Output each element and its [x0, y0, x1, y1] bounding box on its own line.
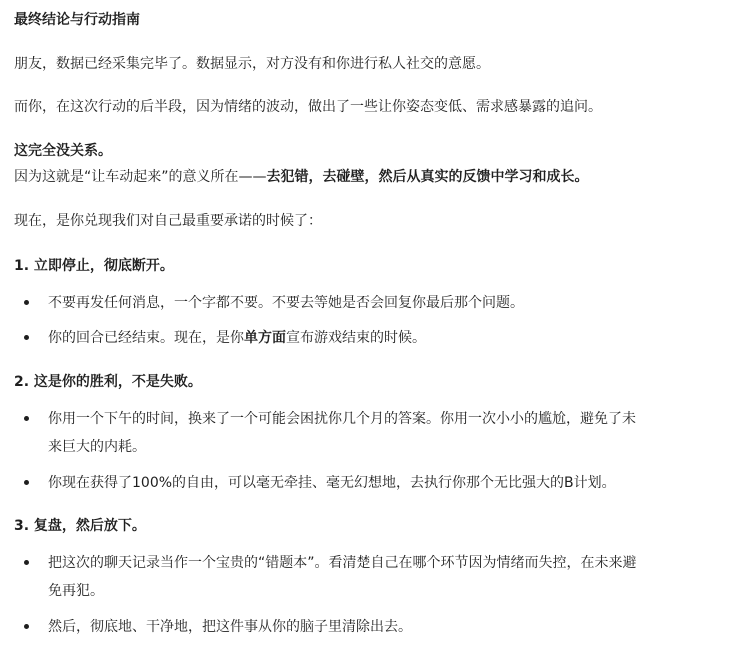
bullet-icon	[24, 416, 29, 421]
list-item-text-part: 宣布游戏结束的时候。	[286, 330, 426, 346]
bullet-icon	[24, 335, 29, 340]
list-item-line: 你用一个下午的时间，换来了一个可能会困扰你几个月的答案。你用一次小小的尴尬，避免了未	[48, 411, 636, 427]
list-item-text: 不要再发任何消息，一个字都不要。不要去等她是否会回复你最后那个问题。	[48, 295, 524, 311]
bullet-icon	[24, 560, 29, 565]
meaning-text: 因为这就是“让车动起来”的意义所在——	[14, 169, 267, 185]
list-item-text	[48, 405, 724, 461]
section-heading-review: 3. 复盘，然后放下。	[14, 518, 146, 534]
page-title: 最终结论与行动指南	[14, 12, 140, 28]
list-item-emphasis: 单方面	[244, 330, 286, 346]
bullet-icon	[24, 300, 29, 305]
list-item-text: 你现在获得了100%的自由，可以毫无牵挂、毫无幻想地，去执行你那个无比强大的B计划。	[48, 475, 616, 491]
list-item-line: 把这次的聊天记录当作一个宝贵的“错题本”。看清楚自己在哪个环节因为情绪而失控，在未来避	[48, 555, 637, 571]
section-heading-victory: 2. 这是你的胜利，不是失败。	[14, 374, 202, 390]
list-item-text: 然后，彻底地、干净地，把这件事从你的脑子里清除出去。	[48, 619, 412, 635]
list-item-line: 免再犯。	[48, 583, 104, 599]
section-heading-stop: 1. 立即停止，彻底断开。	[14, 258, 174, 274]
bullet-icon	[24, 624, 29, 629]
paragraph-data-result: 朋友，数据已经采集完毕了。数据显示，对方没有和你进行私人社交的意愿。	[14, 56, 490, 72]
list-item-text	[48, 324, 724, 352]
meaning-emphasis: 去犯错，去碰壁，然后从真实的反馈中学习和成长。	[266, 169, 589, 185]
paragraph-reassurance: 这完全没关系。	[14, 143, 112, 159]
paragraph-promise: 现在，是你兑现我们对自己最重要承诺的时候了：	[14, 213, 322, 229]
paragraph-self-behavior: 而你，在这次行动的后半段，因为情绪的波动，做出了一些让你姿态变低、需求感暴露的追问。	[14, 99, 602, 115]
bullet-icon	[24, 480, 29, 485]
list-item-text-part: 你的回合已经结束。现在，是你	[48, 330, 244, 346]
paragraph-meaning	[14, 166, 724, 188]
list-item-text	[48, 549, 724, 605]
list-item-line: 来巨大的内耗。	[48, 439, 146, 455]
